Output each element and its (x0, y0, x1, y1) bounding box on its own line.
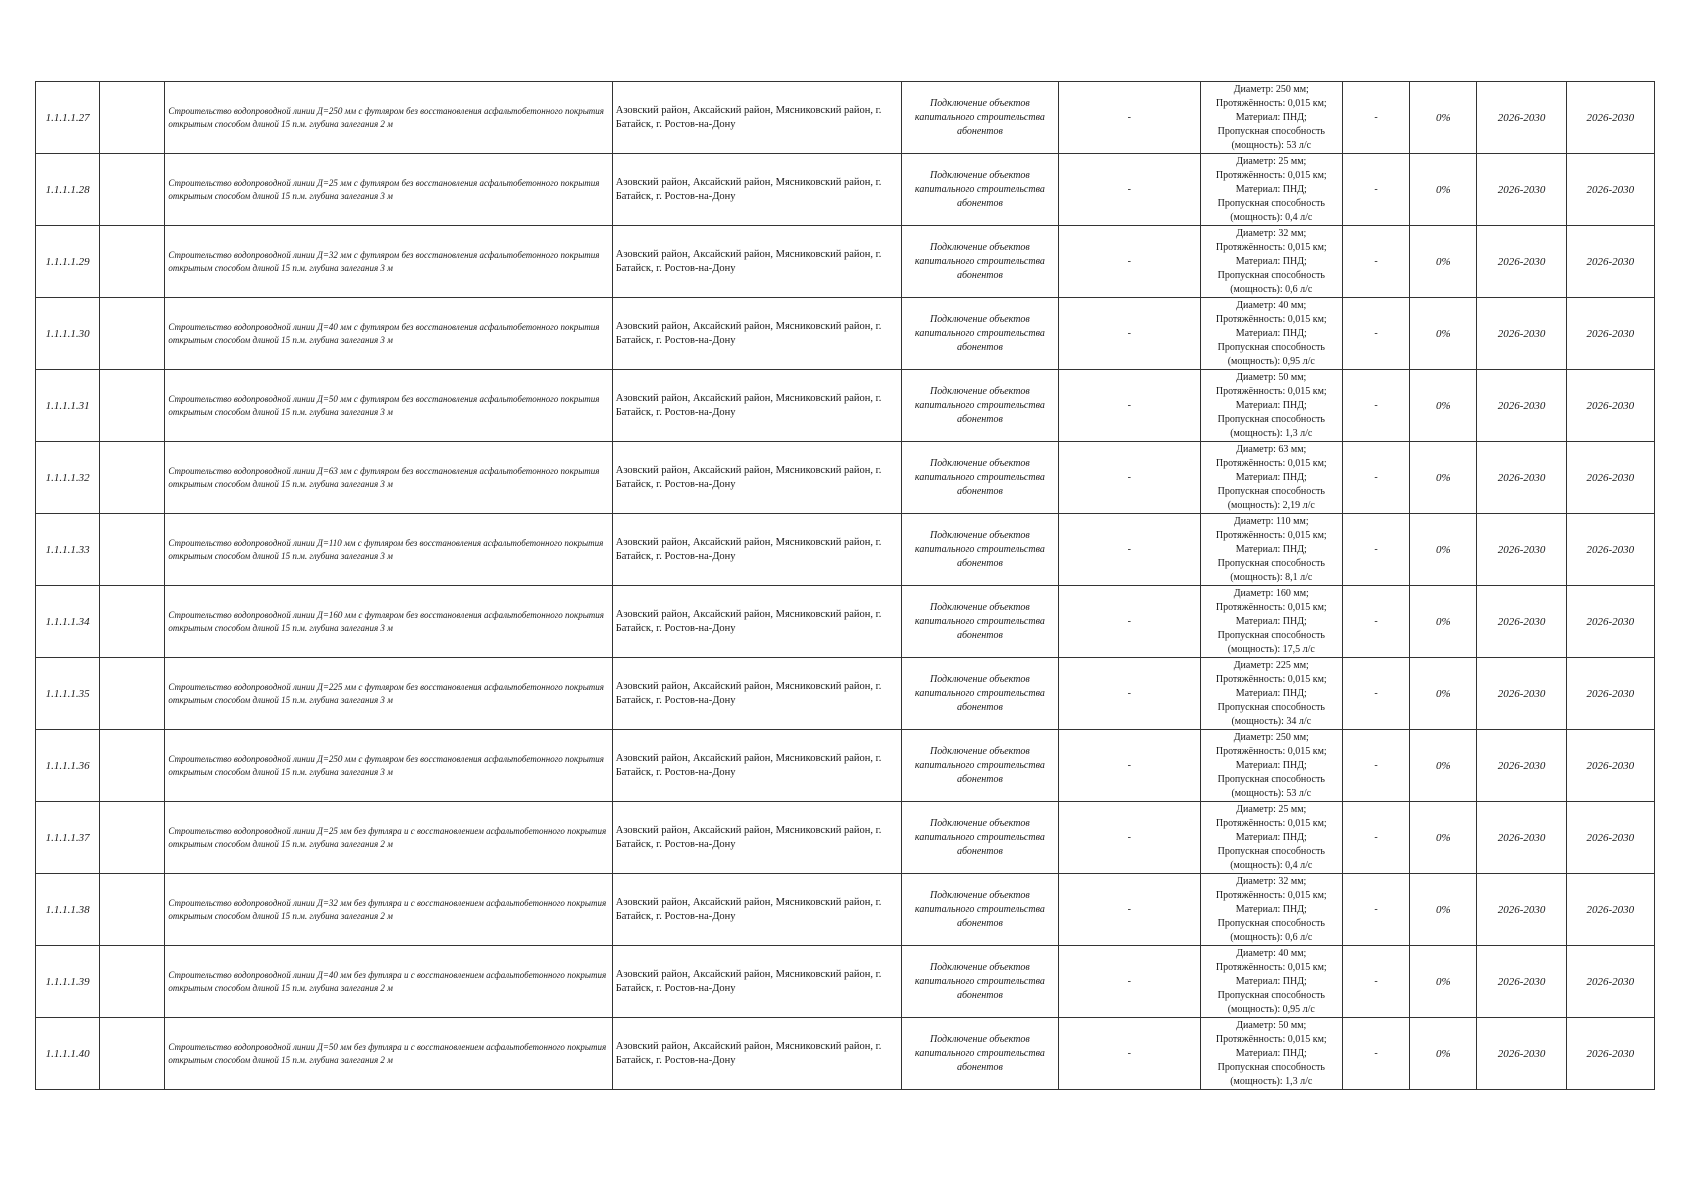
project-location: Азовский район, Аксайский район, Мясниковский район, г. Батайск, г. Ростов-на-Дону (612, 442, 901, 514)
table-row (36, 154, 1655, 226)
dash-cell: - (1342, 442, 1409, 514)
project-name: Строительство водопроводной линии Д=225 мм с футляром без восстановления асфальтобетонного покрытия открытым способом длиной 15 п.м. глубина залегания 3 м (165, 658, 612, 730)
completion-percent: 0% (1410, 442, 1477, 514)
completion-percent: 0% (1410, 586, 1477, 658)
dash-cell: - (1059, 82, 1200, 154)
dash-cell: - (1059, 514, 1200, 586)
implementation-period: 2026-2030 (1566, 82, 1654, 154)
completion-percent: 0% (1410, 82, 1477, 154)
completion-percent: 0% (1410, 1018, 1477, 1090)
technical-specs: Диаметр: 40 мм; Протяжённость: 0,015 км; Материал: ПНД; Пропускная способность (мощность): 0,95 л/с (1200, 946, 1342, 1018)
implementation-period: 2026-2030 (1477, 586, 1566, 658)
project-purpose: Подключение объектов капитального строительства абонентов (901, 730, 1058, 802)
row-number: 1.1.1.1.39 (36, 946, 100, 1018)
technical-specs: Диаметр: 32 мм; Протяжённость: 0,015 км; Материал: ПНД; Пропускная способность (мощность): 0,6 л/с (1200, 226, 1342, 298)
technical-specs: Диаметр: 50 мм; Протяжённость: 0,015 км; Материал: ПНД; Пропускная способность (мощность): 1,3 л/с (1200, 1018, 1342, 1090)
project-purpose: Подключение объектов капитального строительства абонентов (901, 874, 1058, 946)
completion-percent: 0% (1410, 730, 1477, 802)
technical-specs: Диаметр: 250 мм; Протяжённость: 0,015 км; Материал: ПНД; Пропускная способность (мощность): 53 л/с (1200, 730, 1342, 802)
implementation-period: 2026-2030 (1477, 82, 1566, 154)
implementation-period: 2026-2030 (1566, 298, 1654, 370)
implementation-period: 2026-2030 (1477, 154, 1566, 226)
empty-cell (100, 82, 165, 154)
project-purpose: Подключение объектов капитального строительства абонентов (901, 370, 1058, 442)
project-purpose: Подключение объектов капитального строительства абонентов (901, 226, 1058, 298)
implementation-period: 2026-2030 (1477, 802, 1566, 874)
row-number: 1.1.1.1.31 (36, 370, 100, 442)
dash-cell: - (1342, 586, 1409, 658)
implementation-period: 2026-2030 (1477, 730, 1566, 802)
project-location: Азовский район, Аксайский район, Мясниковский район, г. Батайск, г. Ростов-на-Дону (612, 658, 901, 730)
project-name: Строительство водопроводной линии Д=32 мм без футляра и с восстановлением асфальтобетонного покрытия открытым способом длиной 15 п.м. глубина залегания 2 м (165, 874, 612, 946)
implementation-period: 2026-2030 (1566, 154, 1654, 226)
dash-cell: - (1342, 514, 1409, 586)
table-row (36, 946, 1655, 1018)
implementation-period: 2026-2030 (1566, 1018, 1654, 1090)
empty-cell (100, 802, 165, 874)
dash-cell: - (1059, 1018, 1200, 1090)
implementation-period: 2026-2030 (1566, 658, 1654, 730)
technical-specs: Диаметр: 225 мм; Протяжённость: 0,015 км; Материал: ПНД; Пропускная способность (мощность): 34 л/с (1200, 658, 1342, 730)
empty-cell (100, 874, 165, 946)
project-name: Строительство водопроводной линии Д=40 мм без футляра и с восстановлением асфальтобетонного покрытия открытым способом длиной 15 п.м. глубина залегания 2 м (165, 946, 612, 1018)
project-name: Строительство водопроводной линии Д=50 мм без футляра и с восстановлением асфальтобетонного покрытия открытым способом длиной 15 п.м. глубина залегания 2 м (165, 1018, 612, 1090)
project-location: Азовский район, Аксайский район, Мясниковский район, г. Батайск, г. Ростов-на-Дону (612, 946, 901, 1018)
row-number: 1.1.1.1.28 (36, 154, 100, 226)
project-name: Строительство водопроводной линии Д=25 мм с футляром без восстановления асфальтобетонного покрытия открытым способом длиной 15 п.м. глубина залегания 3 м (165, 154, 612, 226)
implementation-period: 2026-2030 (1477, 514, 1566, 586)
empty-cell (100, 442, 165, 514)
table-row (36, 442, 1655, 514)
row-number: 1.1.1.1.38 (36, 874, 100, 946)
completion-percent: 0% (1410, 514, 1477, 586)
implementation-period: 2026-2030 (1477, 442, 1566, 514)
dash-cell: - (1059, 370, 1200, 442)
row-number: 1.1.1.1.33 (36, 514, 100, 586)
dash-cell: - (1059, 658, 1200, 730)
project-purpose: Подключение объектов капитального строительства абонентов (901, 82, 1058, 154)
table-row (36, 298, 1655, 370)
project-name: Строительство водопроводной линии Д=32 мм с футляром без восстановления асфальтобетонного покрытия открытым способом длиной 15 п.м. глубина залегания 3 м (165, 226, 612, 298)
project-purpose: Подключение объектов капитального строительства абонентов (901, 802, 1058, 874)
implementation-period: 2026-2030 (1477, 1018, 1566, 1090)
row-number: 1.1.1.1.30 (36, 298, 100, 370)
empty-cell (100, 658, 165, 730)
project-location: Азовский район, Аксайский район, Мясниковский район, г. Батайск, г. Ростов-на-Дону (612, 730, 901, 802)
implementation-period: 2026-2030 (1566, 802, 1654, 874)
implementation-period: 2026-2030 (1566, 514, 1654, 586)
implementation-period: 2026-2030 (1566, 442, 1654, 514)
project-name: Строительство водопроводной линии Д=25 мм без футляра и с восстановлением асфальтобетонного покрытия открытым способом длиной 15 п.м. глубина залегания 2 м (165, 802, 612, 874)
project-location: Азовский район, Аксайский район, Мясниковский район, г. Батайск, г. Ростов-на-Дону (612, 226, 901, 298)
row-number: 1.1.1.1.27 (36, 82, 100, 154)
table-row (36, 730, 1655, 802)
dash-cell: - (1342, 154, 1409, 226)
completion-percent: 0% (1410, 802, 1477, 874)
implementation-period: 2026-2030 (1566, 874, 1654, 946)
implementation-period: 2026-2030 (1477, 370, 1566, 442)
project-name: Строительство водопроводной линии Д=250 мм с футляром без восстановления асфальтобетонного покрытия открытым способом длиной 15 п.м. глубина залегания 3 м (165, 730, 612, 802)
dash-cell: - (1059, 730, 1200, 802)
project-name: Строительство водопроводной линии Д=110 мм с футляром без восстановления асфальтобетонного покрытия открытым способом длиной 15 п.м. глубина залегания 3 м (165, 514, 612, 586)
dash-cell: - (1342, 946, 1409, 1018)
investment-program-table (35, 81, 1655, 1090)
project-purpose: Подключение объектов капитального строительства абонентов (901, 298, 1058, 370)
row-number: 1.1.1.1.37 (36, 802, 100, 874)
implementation-period: 2026-2030 (1566, 226, 1654, 298)
technical-specs: Диаметр: 110 мм; Протяжённость: 0,015 км; Материал: ПНД; Пропускная способность (мощность): 8,1 л/с (1200, 514, 1342, 586)
empty-cell (100, 1018, 165, 1090)
dash-cell: - (1059, 442, 1200, 514)
project-name: Строительство водопроводной линии Д=160 мм с футляром без восстановления асфальтобетонного покрытия открытым способом длиной 15 п.м. глубина залегания 3 м (165, 586, 612, 658)
completion-percent: 0% (1410, 154, 1477, 226)
completion-percent: 0% (1410, 658, 1477, 730)
dash-cell: - (1342, 82, 1409, 154)
dash-cell: - (1059, 226, 1200, 298)
project-name: Строительство водопроводной линии Д=50 мм с футляром без восстановления асфальтобетонного покрытия открытым способом длиной 15 п.м. глубина залегания 3 м (165, 370, 612, 442)
project-name: Строительство водопроводной линии Д=40 мм с футляром без восстановления асфальтобетонного покрытия открытым способом длиной 15 п.м. глубина залегания 3 м (165, 298, 612, 370)
table-row (36, 874, 1655, 946)
row-number: 1.1.1.1.36 (36, 730, 100, 802)
row-number: 1.1.1.1.29 (36, 226, 100, 298)
project-location: Азовский район, Аксайский район, Мясниковский район, г. Батайск, г. Ростов-на-Дону (612, 82, 901, 154)
table-row (36, 586, 1655, 658)
row-number: 1.1.1.1.32 (36, 442, 100, 514)
project-name: Строительство водопроводной линии Д=63 мм с футляром без восстановления асфальтобетонного покрытия открытым способом длиной 15 п.м. глубина залегания 3 м (165, 442, 612, 514)
implementation-period: 2026-2030 (1566, 730, 1654, 802)
technical-specs: Диаметр: 40 мм; Протяжённость: 0,015 км; Материал: ПНД; Пропускная способность (мощность): 0,95 л/с (1200, 298, 1342, 370)
row-number: 1.1.1.1.35 (36, 658, 100, 730)
technical-specs: Диаметр: 160 мм; Протяжённость: 0,015 км; Материал: ПНД; Пропускная способность (мощность): 17,5 л/с (1200, 586, 1342, 658)
dash-cell: - (1342, 1018, 1409, 1090)
project-purpose: Подключение объектов капитального строительства абонентов (901, 154, 1058, 226)
project-location: Азовский район, Аксайский район, Мясниковский район, г. Батайск, г. Ростов-на-Дону (612, 586, 901, 658)
implementation-period: 2026-2030 (1477, 874, 1566, 946)
table-row (36, 802, 1655, 874)
table-row (36, 226, 1655, 298)
empty-cell (100, 730, 165, 802)
implementation-period: 2026-2030 (1566, 370, 1654, 442)
project-location: Азовский район, Аксайский район, Мясниковский район, г. Батайск, г. Ростов-на-Дону (612, 874, 901, 946)
dash-cell: - (1059, 874, 1200, 946)
completion-percent: 0% (1410, 370, 1477, 442)
implementation-period: 2026-2030 (1477, 946, 1566, 1018)
dash-cell: - (1342, 874, 1409, 946)
dash-cell: - (1342, 226, 1409, 298)
project-location: Азовский район, Аксайский район, Мясниковский район, г. Батайск, г. Ростов-на-Дону (612, 1018, 901, 1090)
project-purpose: Подключение объектов капитального строительства абонентов (901, 586, 1058, 658)
dash-cell: - (1342, 298, 1409, 370)
implementation-period: 2026-2030 (1477, 226, 1566, 298)
project-purpose: Подключение объектов капитального строительства абонентов (901, 514, 1058, 586)
empty-cell (100, 370, 165, 442)
implementation-period: 2026-2030 (1477, 658, 1566, 730)
row-number: 1.1.1.1.34 (36, 586, 100, 658)
dash-cell: - (1342, 658, 1409, 730)
empty-cell (100, 298, 165, 370)
dash-cell: - (1059, 298, 1200, 370)
project-location: Азовский район, Аксайский район, Мясниковский район, г. Батайск, г. Ростов-на-Дону (612, 298, 901, 370)
completion-percent: 0% (1410, 874, 1477, 946)
technical-specs: Диаметр: 25 мм; Протяжённость: 0,015 км; Материал: ПНД; Пропускная способность (мощность): 0,4 л/с (1200, 154, 1342, 226)
implementation-period: 2026-2030 (1477, 298, 1566, 370)
project-location: Азовский район, Аксайский район, Мясниковский район, г. Батайск, г. Ростов-на-Дону (612, 370, 901, 442)
technical-specs: Диаметр: 25 мм; Протяжённость: 0,015 км; Материал: ПНД; Пропускная способность (мощность): 0,4 л/с (1200, 802, 1342, 874)
empty-cell (100, 586, 165, 658)
empty-cell (100, 514, 165, 586)
completion-percent: 0% (1410, 298, 1477, 370)
table-row (36, 1018, 1655, 1090)
dash-cell: - (1342, 802, 1409, 874)
project-purpose: Подключение объектов капитального строительства абонентов (901, 658, 1058, 730)
table-row (36, 370, 1655, 442)
table-row (36, 514, 1655, 586)
project-purpose: Подключение объектов капитального строительства абонентов (901, 946, 1058, 1018)
project-purpose: Подключение объектов капитального строительства абонентов (901, 1018, 1058, 1090)
technical-specs: Диаметр: 63 мм; Протяжённость: 0,015 км; Материал: ПНД; Пропускная способность (мощность): 2,19 л/с (1200, 442, 1342, 514)
table-body (36, 82, 1655, 1090)
implementation-period: 2026-2030 (1566, 946, 1654, 1018)
project-location: Азовский район, Аксайский район, Мясниковский район, г. Батайск, г. Ростов-на-Дону (612, 514, 901, 586)
dash-cell: - (1342, 370, 1409, 442)
project-location: Азовский район, Аксайский район, Мясниковский район, г. Батайск, г. Ростов-на-Дону (612, 802, 901, 874)
empty-cell (100, 946, 165, 1018)
completion-percent: 0% (1410, 226, 1477, 298)
table-row (36, 82, 1655, 154)
empty-cell (100, 226, 165, 298)
completion-percent: 0% (1410, 946, 1477, 1018)
dash-cell: - (1059, 154, 1200, 226)
dash-cell: - (1059, 802, 1200, 874)
row-number: 1.1.1.1.40 (36, 1018, 100, 1090)
project-name: Строительство водопроводной линии Д=250 мм с футляром без восстановления асфальтобетонного покрытия открытым способом длиной 15 п.м. глубина залегания 2 м (165, 82, 612, 154)
dash-cell: - (1342, 730, 1409, 802)
dash-cell: - (1059, 586, 1200, 658)
technical-specs: Диаметр: 50 мм; Протяжённость: 0,015 км; Материал: ПНД; Пропускная способность (мощность): 1,3 л/с (1200, 370, 1342, 442)
implementation-period: 2026-2030 (1566, 586, 1654, 658)
project-purpose: Подключение объектов капитального строительства абонентов (901, 442, 1058, 514)
table-row (36, 658, 1655, 730)
technical-specs: Диаметр: 32 мм; Протяжённость: 0,015 км; Материал: ПНД; Пропускная способность (мощность): 0,6 л/с (1200, 874, 1342, 946)
empty-cell (100, 154, 165, 226)
dash-cell: - (1059, 946, 1200, 1018)
technical-specs: Диаметр: 250 мм; Протяжённость: 0,015 км; Материал: ПНД; Пропускная способность (мощность): 53 л/с (1200, 82, 1342, 154)
project-location: Азовский район, Аксайский район, Мясниковский район, г. Батайск, г. Ростов-на-Дону (612, 154, 901, 226)
